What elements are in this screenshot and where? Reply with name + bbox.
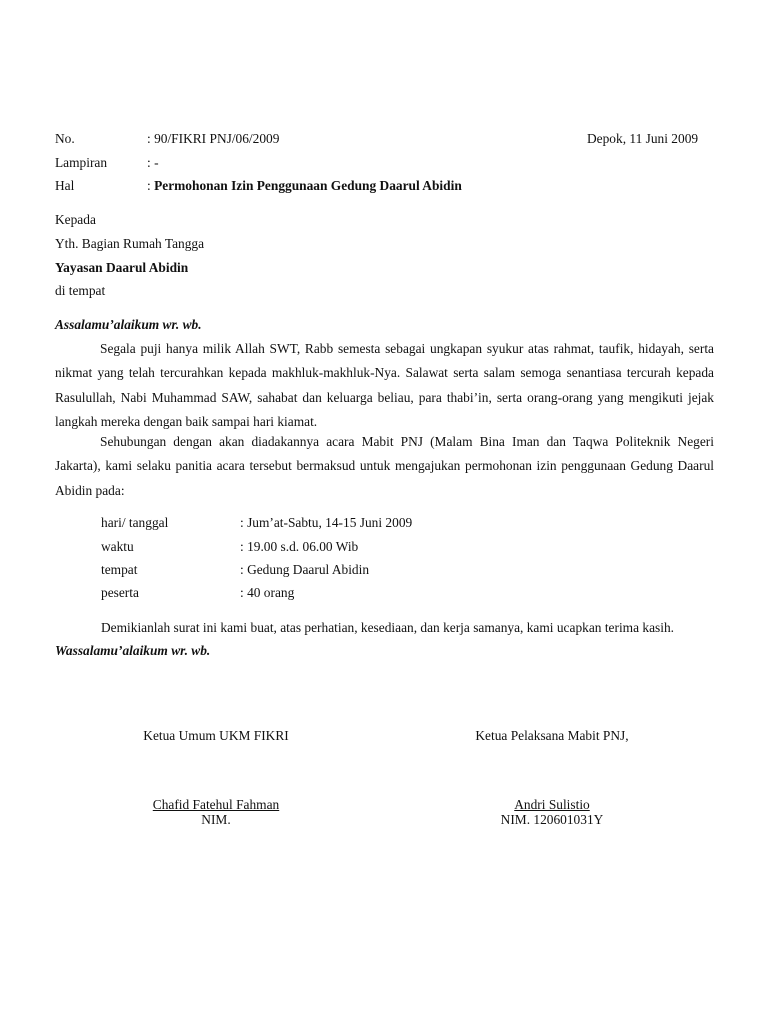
- farewell: Wassalamu’alaikum wr. wb.: [55, 643, 211, 658]
- hal-colon: :: [147, 178, 155, 193]
- signature-right-title: Ketua Pelaksana Mabit PNJ,: [475, 728, 629, 743]
- detail-label-time: waktu: [101, 539, 134, 554]
- signature-right-nim: NIM. 120601031Y: [500, 812, 604, 827]
- lampiran-label: Lampiran: [55, 155, 108, 170]
- body-paragraph-2: [55, 430, 714, 503]
- signature-left-name-wrap: [96, 797, 336, 813]
- recipient-kepada: Kepada: [55, 212, 96, 227]
- hal-label: Hal: [55, 178, 75, 193]
- detail-label-participants: peserta: [101, 585, 139, 600]
- signature-left-title: Ketua Umum UKM FIKRI: [143, 728, 289, 743]
- body-paragraph-1: [55, 337, 714, 435]
- signature-right-name-wrap: [432, 797, 672, 813]
- signature-left-nim: NIM.: [201, 812, 231, 827]
- signature-right-name: Andri Sulistio: [514, 797, 590, 812]
- detail-value-time: : 19.00 s.d. 06.00 Wib: [240, 539, 359, 554]
- greeting: Assalamu’alaikum wr. wb.: [55, 317, 202, 332]
- detail-value-participants: : 40 orang: [240, 585, 295, 600]
- hal-value: Permohonan Izin Penggunaan Gedung Daarul Abidin: [154, 178, 462, 193]
- signature-left-name: Chafid Fatehul Fahman: [152, 797, 280, 812]
- lampiran-value: : -: [147, 155, 159, 170]
- detail-value-date: : Jum’at-Sabtu, 14-15 Juni 2009: [240, 515, 413, 530]
- recipient-yth: Yth. Bagian Rumah Tangga: [55, 236, 205, 251]
- body-paragraph-1-text: Segala puji hanya milik Allah SWT, Rabb semesta sebagai ungkapan syukur atas rahmat, taufik, hidayah, serta nikmat yang telah tercurahkan kepada makhluk-makhluk-Nya. Salawat serta salam semoga senantiasa tercurah kepada Rasulullah, Nabi Muhammad SAW, sahabat dan keluarga beliau, para thabi’in, serta orang-orang yang mengikuti jejak langkah mereka dengan baik sampai hari kiamat.: [55, 341, 714, 430]
- detail-label-place: tempat: [101, 562, 138, 577]
- closing-text: Demikianlah surat ini kami buat, atas perhatian, kesediaan, dan kerja samanya, kami ucapkan terima kasih.: [101, 620, 674, 635]
- detail-value-place: : Gedung Daarul Abidin: [240, 562, 370, 577]
- body-paragraph-2-text: Sehubungan dengan akan diadakannya acara Mabit PNJ (Malam Bina Iman dan Taqwa Politeknik Negeri Jakarta), kami selaku panitia acara tersebut bermaksud untuk mengajukan permohonan izin penggunaan Gedung Daarul Abidin pada:: [55, 434, 714, 498]
- no-value: : 90/FIKRI PNJ/06/2009: [147, 131, 280, 146]
- place-date: Depok, 11 Juni 2009: [587, 131, 699, 146]
- hal-line: [147, 178, 462, 194]
- detail-label-date: hari/ tanggal: [101, 515, 169, 530]
- recipient-place: di tempat: [55, 283, 106, 298]
- recipient-org: Yayasan Daarul Abidin: [55, 260, 189, 275]
- no-label: No.: [55, 131, 75, 146]
